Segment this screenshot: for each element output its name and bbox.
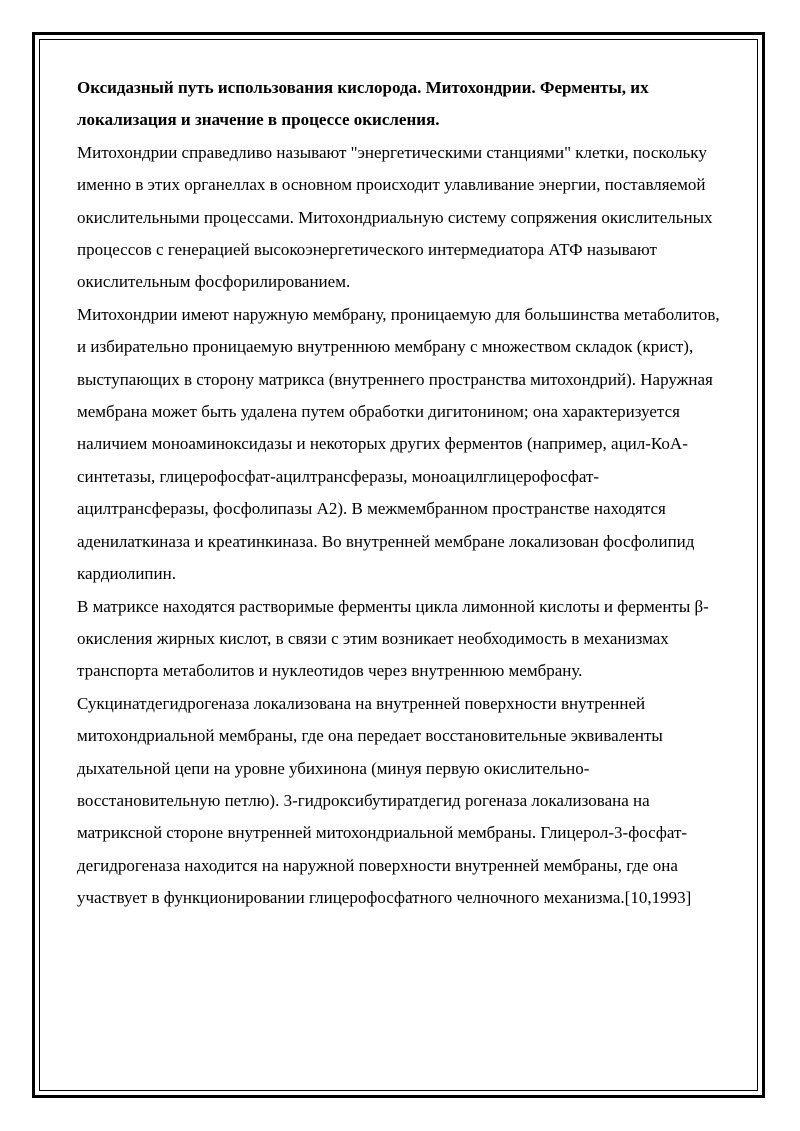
paragraph-matrix-enzymes: В матриксе находятся растворимые ферменты цикла лимонной кислоты и ферменты β-окисления жирных кислот, в связи с этим возникает необходимость в механизмах транспорта метаболитов и нуклеотидов через внутреннюю мембрану. Сукцинатдегидрогеназа локализована на внутренней поверхности внутренней митохондриальной мембраны, где она передает восстановительные эквиваленты дыхательной цепи на уровне убихинона (минуя первую окислительно-восстановительную петлю). 3-гидроксибутиратдегид рогеназа локализована на матриксной стороне внутренней митохондриальной мембраны. Глицерол-3-фосфат-дегидрогеназа находится на наружной поверхности внутренней мембраны, где она участвует в функционировании глицерофосфатного челночного механизма.[10,1993] — [77, 596, 709, 908]
paragraph-mitochondria-intro: Митохондрии справедливо называют "энергетическими станциями" клетки, поскольку именно в этих органеллах в основном происходит улавливание энергии, поставляемой окислительными процессами. Митохондриальную систему сопряжения окислительных процессов с генерацией высокоэнергетического интермедиатора АТФ называют окислительным фосфорилированием. — [77, 142, 713, 292]
section-heading: Оксидазный путь использования кислорода. Митохондрии. Ферменты, их локализация и значение в процессе окисления. — [77, 78, 649, 130]
document-body — [77, 72, 727, 915]
paragraph-membranes: Митохондрии имеют наружную мембрану, проницаемую для большинства метаболитов, и избирательно проницаемую внутреннюю мембрану с множеством складок (крист), выступающих в сторону матрикса (внутреннего пространства митохондрий). Наружная мембрана может быть удалена путем обработки дигитонином; она характеризуется наличием моноаминоксидазы и некоторых других ферментов (например, ацил-КоА-синтетазы, глицерофосфат-ацилтрансферазы, моноацилглицерофосфат-ацилтрансферазы, фосфолипазы А2). В межмембранном пространстве находятся аденилаткиназа и креатинкиназа. Во внутренней мембране локализован фосфолипид кардиолипин. — [77, 304, 720, 584]
